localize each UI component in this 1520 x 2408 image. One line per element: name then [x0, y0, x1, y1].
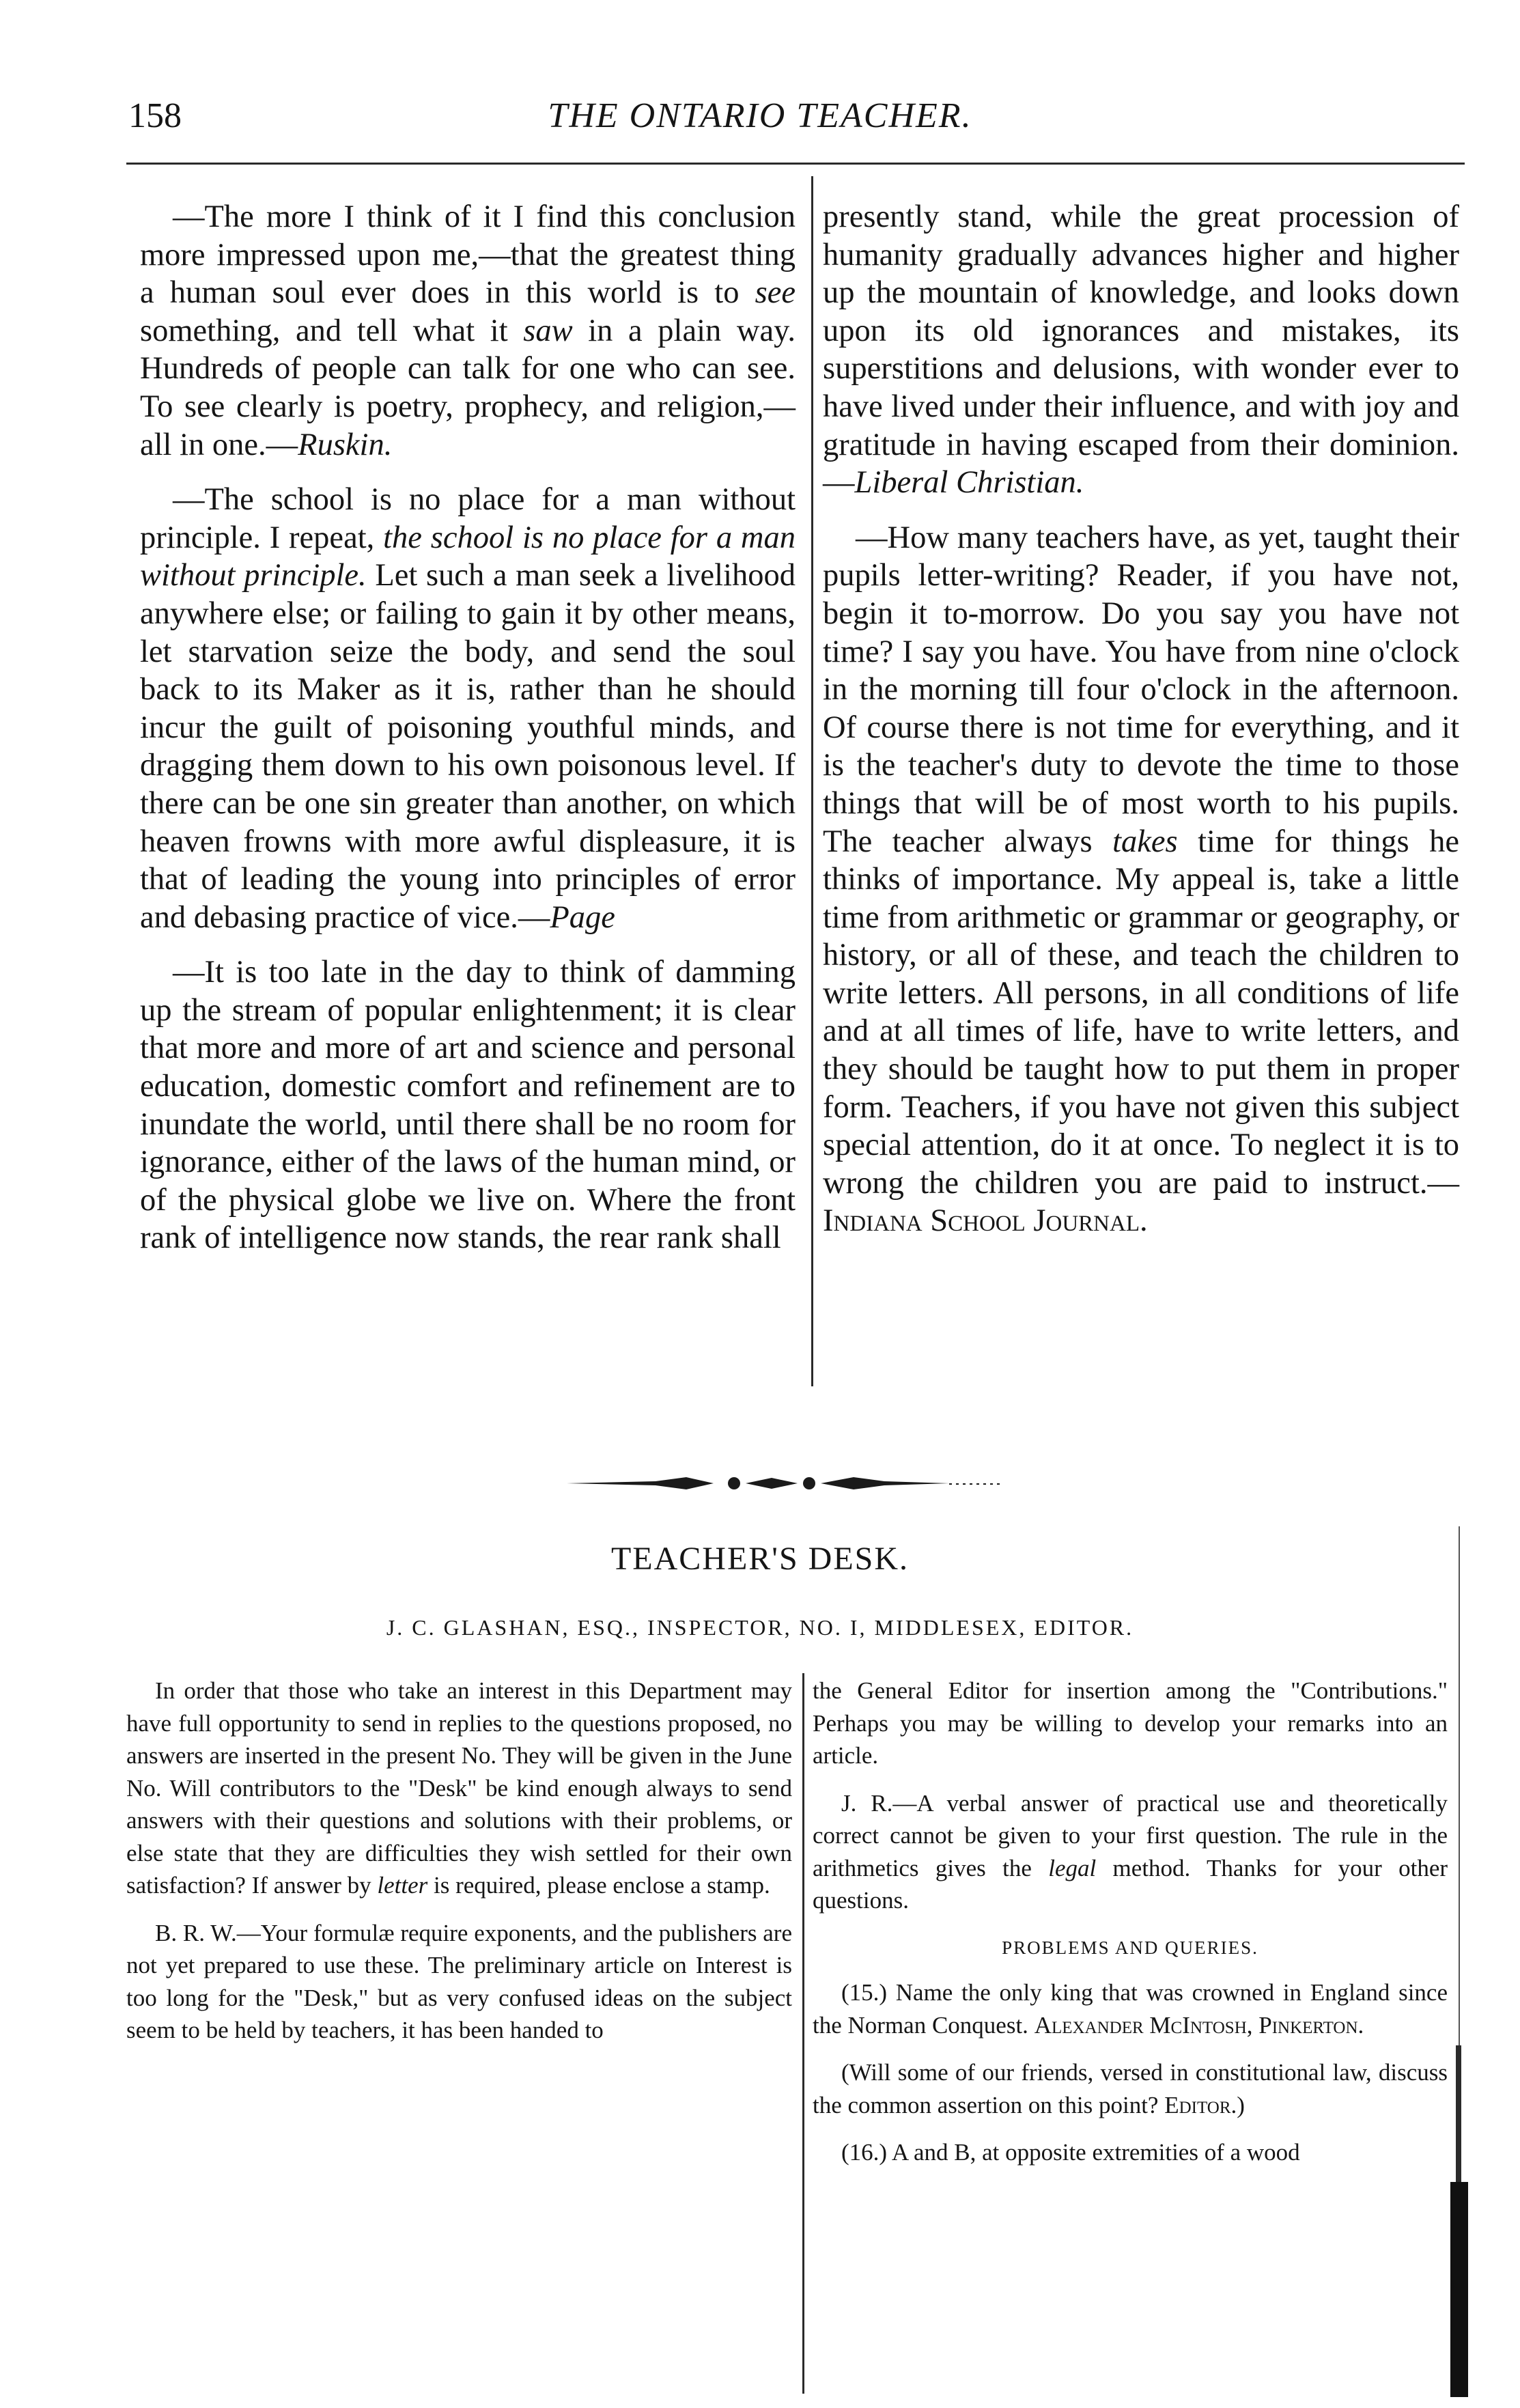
desk-notice-paragraph: In order that those who take an interest in this Department may have full opportunity to send in replies to the questions proposed, no answers are inserted in the present No. They will be given in the June No. Will contributors to the "Desk" be kind enough always to send answers with their questions and solutions with their problems, or else state that they are difficulties they wish settled for their own satisfaction? If answer by letter is required, please enclose a stamp.	[126, 1677, 792, 1899]
header-rule	[126, 163, 1465, 165]
section-editor-line: J. C. GLASHAN, ESQ., INSPECTOR, NO. I, MIDDLESEX, EDITOR.	[386, 1615, 1134, 1640]
editor-note: (Will some of our friends, versed in constitutional law, discuss the common assertion on this point? Editor.)	[813, 2059, 1448, 2118]
upper-left-column	[140, 198, 796, 1274]
contributions-paragraph: the General Editor for insertion among the "Contributions." Perhaps you may be willing to develop your remarks into an article.	[813, 1677, 1448, 1769]
jr-reply-paragraph: J. R.—A verbal answer of practical use and theoretically correct cannot be given to your first question. The rule in the arithmetics gives the legal method. Thanks for your other questions.	[813, 1789, 1448, 1914]
query-15: (15.) Name the only king that was crowned in England since the Norman Conquest. Alexander McIntosh, Pinkerton.	[813, 1979, 1448, 2039]
ornamental-rule	[567, 1470, 1004, 1497]
page-paragraph: —The school is no place for a man without principle. I repeat, the school is no place for a man without principle. Let such a man seek a livelihood anywhere else; or failing to gain it by other means, let starvation seize the body, and send the soul back to its Maker as it is, rather than he should incur the guilt of poisoning youthful minds, and dragging them down to his own poisonous level. If there can be one sin greater than another, on which heaven frowns with more awful displeasure, it is that of leading the young into principles of error and debasing practice of vice.—Page	[140, 482, 796, 935]
letter-writing-paragraph: —How many teachers have, as yet, taught their pupils letter-writing? Reader, if you have not, begin it to-morrow. Do you say you have not time? I say you have. You have from nine o'clock in the morning till four o'clock in the afternoon. Of course there is not time for everything, and it is the teacher's duty to devote the time to those things that will be of most worth to his pupils. The teacher always takes time for things he thinks of importance. My appeal is, take a little time from arithmetic or grammar or geography, or history, or all of these, and teach the children to write letters. All persons, in all conditions of life and at all times of life, have to write letters, and they should be taught how to put them in proper form. Teachers, if you have not given this subject special attention, do it at once. To neglect it is to wrong the children you are paid to instruct.—Indiana School Journal.	[823, 520, 1459, 1239]
problems-subheading: PROBLEMS AND QUERIES.	[1002, 1937, 1258, 1958]
journal-title: THE ONTARIO TEACHER.	[548, 96, 972, 135]
query-16: (16.) A and B, at opposite extremities of a wood	[841, 2139, 1300, 2166]
section-title: TEACHER'S DESK.	[610, 1541, 909, 1577]
liberal-christian-paragraph: presently stand, while the great procession of humanity gradually advances higher and higher up the mountain of knowledge, and looks down upon its old ignorances and mistakes, its superstitions and delusions, with wonder ever to have lived under their influence, and with joy and gratitude in having escaped from their dominion.—Liberal Christian.	[823, 199, 1459, 501]
page-number: 158	[128, 96, 182, 135]
upper-right-column	[823, 198, 1459, 1257]
brw-reply-paragraph: B. R. W.—Your formulæ require exponents, and the publishers are not yet prepared to use these. The preliminary article on Interest is too long for the "Desk," but as very confused ideas on the subject seem to be held by teachers, it has been handed to	[126, 1919, 792, 2043]
column-divider-lower	[802, 1673, 804, 2394]
scan-edge-shadow	[1449, 1526, 1469, 2397]
lower-right-column	[813, 1675, 1448, 2184]
enlightenment-paragraph: —It is too late in the day to think of damming up the stream of popular enlightenment; it is clear that more and more of art and science and personal education, domestic comfort and refinement are to inundate the world, until there shall be no room for ignorance, either of the laws of the human mind, or of the physical globe we live on. Where the front rank of intelligence now stands, the rear rank shall	[140, 955, 796, 1256]
column-divider-upper	[811, 176, 813, 1386]
ruskin-paragraph: —The more I think of it I find this conclusion more impressed upon me,—that the greatest thing a human soul ever does in this world is to see something, and tell what it saw in a plain way. Hundreds of people can talk for one who can see. To see clearly is poetry, prophecy, and religion,—all in one.—Ruskin.	[140, 199, 796, 462]
lower-left-column	[126, 1675, 792, 2062]
